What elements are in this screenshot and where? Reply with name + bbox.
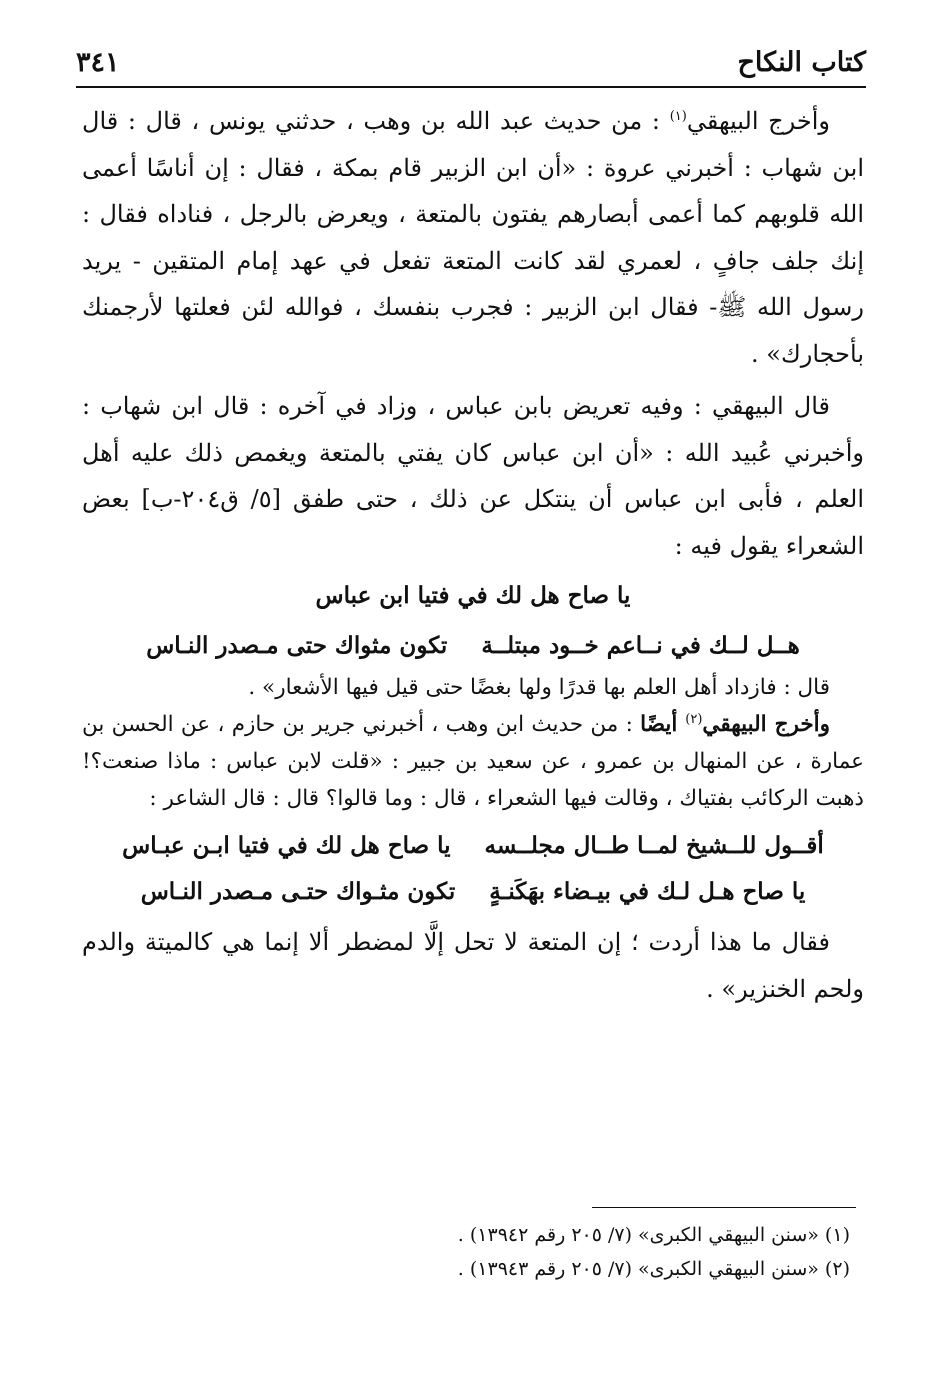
paragraph-1-text: : من حديث عبد الله بن وهب ، حدثني يونس ، قال : قال ابن شهاب : أخبرني عروة : «أن ابن الزبير قام بمكة ، فقال : إن أناسًا أعمى الله قلوبهم كما أعمى أبصارهم يفتون بالمتعة ، ويعرض بالرجل ، فناداه فقال : إنك جلف جافٍ ، لعمري لقد كانت المتعة تفعل في عهد إمام المتقين - يريد رسول الله ﷺ- فقال ابن الزبير : فجرب بنفسك ، فوالله لئن فعلتها لأرجمنك بأحجارك» . [82, 107, 865, 368]
paragraph-1-lead: وأخرج البيهقي [686, 107, 830, 135]
footnote-ref-1[interactable]: (١) [669, 109, 687, 124]
paragraph-5: فقال ما هذا أردت ؛ إن المتعة لا تحل إلَّا لمضطر ألا إنما هي كالميتة والدم ولحم الخنزير» . [82, 928, 864, 1003]
verse-4-second-hemistich: تكون مثـواك حتـى مـصدر النـاس [140, 878, 456, 905]
verse-3-second-hemistich: يا صاح هل لك في فتيا ابـن عبـاس [122, 832, 451, 859]
paragraph-4-text: : من حديث ابن وهب ، أخبرني جرير بن حازم ، عن الحسن بن عمارة ، عن المنهال بن عمرو ، عن سعيد بن جبير : «قلت لابن عباس : ماذا صنعت؟! ذهبت الركائب بفتياك ، وقالت فيها الشعراء ، قال : وما قالوا؟ قال : قال الشاعر : [82, 712, 864, 811]
footnote-ref-2[interactable]: (٢) [685, 711, 703, 727]
paragraph-3: قال : فازداد أهل العلم بها قدرًا ولها بغضًا حتى قيل فيها الأشعار» . [248, 675, 830, 700]
verse-4 [82, 869, 864, 915]
page-body [82, 98, 864, 1012]
verse-1: يا صاح هل لك في فتيا ابن عباس [315, 582, 631, 609]
verse-2 [82, 623, 864, 669]
verse-2-first-hemistich: هــل لــك في نــاعم خــود مبتلــة [481, 632, 800, 659]
footnotes [82, 1218, 850, 1286]
footnote-2: (٢) «سنن البيهقي الكبرى» (٧/ ٢٠٥ رقم ١٣٩٤٣) . [457, 1258, 850, 1280]
page-number: ٣٤١ [76, 47, 120, 78]
verse-3-first-hemistich: أقــول للــشيخ لمــا طــال مجلــسه [484, 832, 824, 859]
paragraph-4-lead: وأخرج البيهقي [702, 712, 830, 737]
footnote-rule [592, 1207, 856, 1208]
verse-2-second-hemistich: تكون مثواك حتى مـصدر النـاس [146, 632, 448, 659]
verse-4-first-hemistich: يا صاح هـل لـك في بيـضاء بهَكَنـةٍ [489, 878, 806, 905]
verse-3 [82, 823, 864, 869]
paragraph-4 [82, 706, 864, 817]
paragraph-1 [82, 98, 864, 377]
paragraph-4-lead-2: أيضًا [640, 712, 686, 737]
footnote-1: (١) «سنن البيهقي الكبرى» (٧/ ٢٠٥ رقم ١٣٩٤٢) . [457, 1224, 850, 1246]
header-rule [76, 86, 866, 88]
paragraph-2: قال البيهقي : وفيه تعريض بابن عباس ، وزاد في آخره : قال ابن شهاب : وأخبرني عُبيد الله : «أن ابن عباس كان يفتي بالمتعة ويغمص ذلك عليه أهل العلم ، فأبى ابن عباس أن ينتكل عن ذلك ، حتى طفق [٥/ ق٢٠٤-ب] بعض الشعراء يقول فيه : [82, 392, 865, 560]
page-header [76, 26, 866, 84]
book-title: كتاب النكاح [737, 47, 866, 78]
